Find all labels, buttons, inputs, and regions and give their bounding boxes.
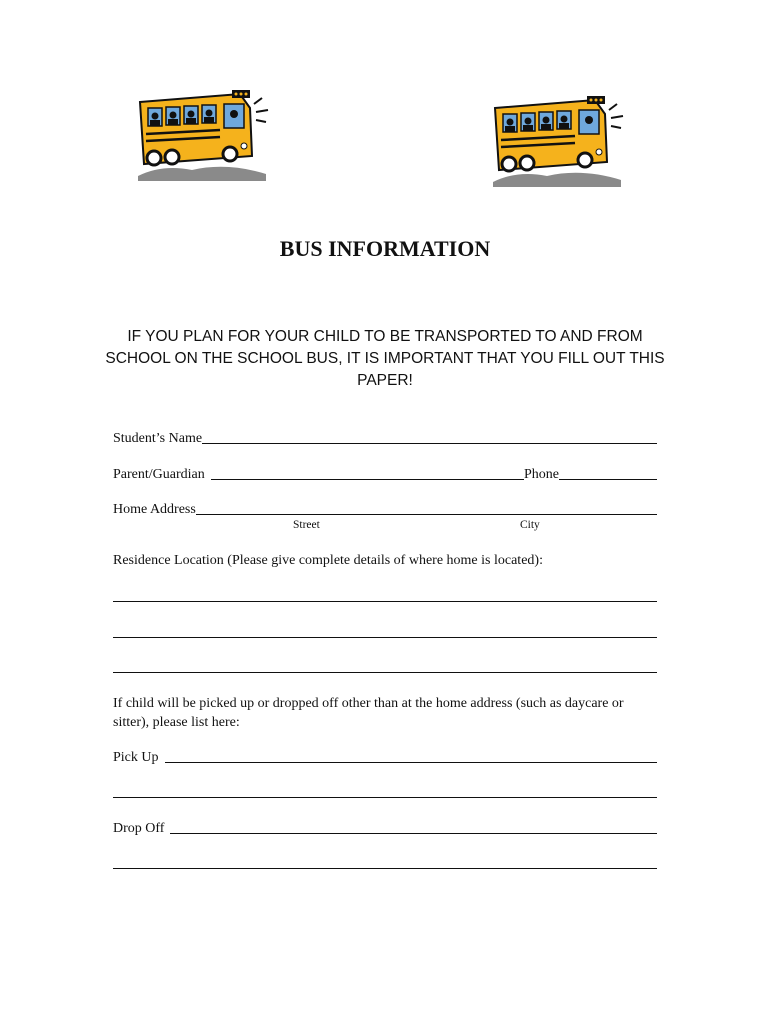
student-name-line[interactable]	[202, 442, 657, 444]
alternate-location-prompt: If child will be picked up or dropped off other than at the home address (such as daycare or sitter), please list here:	[113, 696, 624, 730]
home-address-line[interactable]	[196, 513, 657, 515]
drop-off-field[interactable]	[113, 819, 657, 837]
pick-up-field[interactable]	[113, 748, 657, 766]
phone-label: Phone	[524, 467, 559, 482]
home-address-field[interactable]	[113, 500, 657, 518]
parent-guardian-field[interactable]	[113, 465, 657, 483]
drop-off-label: Drop Off	[113, 821, 165, 836]
pick-up-line[interactable]	[165, 761, 658, 763]
residence-line-1[interactable]	[113, 601, 657, 602]
residence-line-2[interactable]	[113, 637, 657, 638]
pick-up-line-2[interactable]	[113, 797, 657, 798]
parent-guardian-label: Parent/Guardian	[113, 467, 205, 482]
street-caption: Street	[293, 519, 320, 531]
student-name-label: Student’s Name	[113, 431, 203, 446]
drop-off-line[interactable]	[170, 832, 657, 834]
student-name-field[interactable]	[113, 429, 657, 447]
page-title: BUS INFORMATION	[279, 236, 491, 261]
residence-line-3[interactable]	[113, 672, 657, 673]
intro-text: IF YOU PLAN FOR YOUR CHILD TO BE TRANSPORTED TO AND FROM SCHOOL ON THE SCHOOL BUS, IT IS IMPORTANT THAT YOU FILL OUT THIS PAPER!	[105, 328, 665, 389]
home-address-label: Home Address	[113, 502, 196, 517]
pick-up-label: Pick Up	[113, 750, 159, 765]
parent-guardian-line[interactable]	[211, 478, 524, 480]
phone-line[interactable]	[559, 478, 657, 480]
school-bus-icon	[132, 86, 272, 186]
residence-prompt: Residence Location (Please give complete details of where home is located):	[113, 553, 543, 568]
drop-off-line-2[interactable]	[113, 868, 657, 869]
city-caption: City	[520, 519, 540, 531]
school-bus-icon	[487, 92, 627, 192]
